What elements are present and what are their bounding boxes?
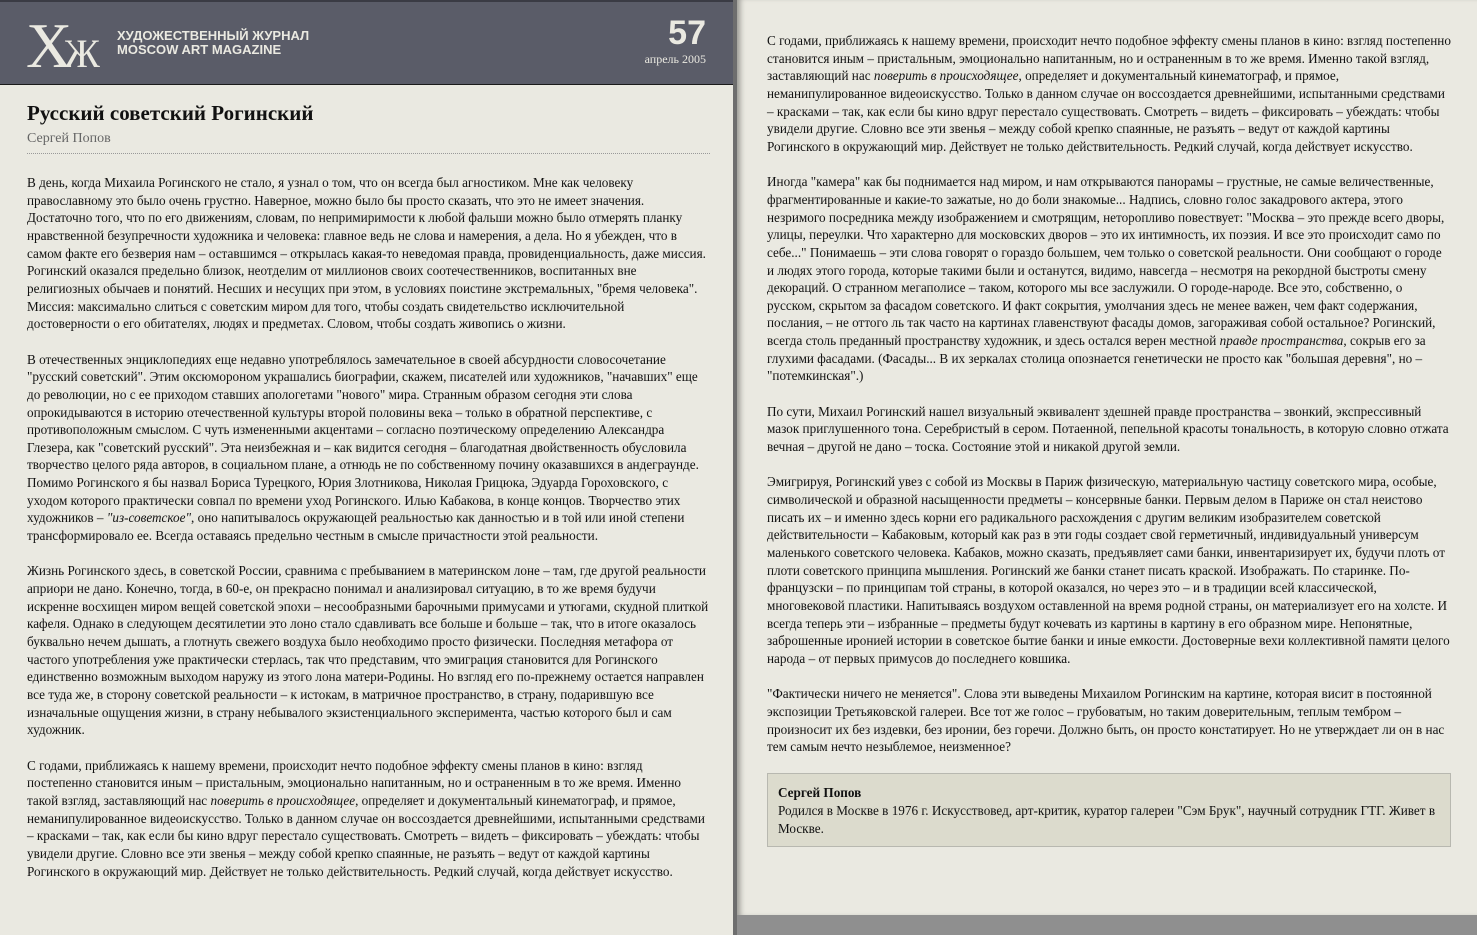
text: , сокрыв его за глухими фасадами. (Фасады... В их зеркалах столица опознается генетически не просто как "большая деревня", но – "потемкинская".) — [767, 333, 1426, 384]
magazine-name-en: MOSCOW ART MAGAZINE — [117, 42, 282, 57]
right-page-pane — [737, 0, 1477, 915]
left-page-pane — [0, 0, 733, 935]
text: , оно напитывалось окружающей реальностью как данностью и в той или иной степени трансформировало ее. Всегда оставаясь предельно честным в смысле причастности этой реальности. — [27, 510, 685, 544]
magazine-name — [117, 29, 309, 57]
text: , определяет и документальный кинематограф, и прямое, неманипулированное видеоискусство. Только в данном случае он воссоздается древнейшими, испытанными средствами – красками – так, как если бы кино вдруг перестало существовать. Смотреть – видеть – фиксировать – убеждать: чтобы увидели другие. Словно все эти звенья – между собой крепко спаянные, не разъять – ведут от каждой картины Рогинского в окружающий мир. Действует не только действительность. Редкий случай, когда действует искусство. — [27, 792, 705, 879]
text: С годами, приближаясь к нашему времени, происходит нечто подобное эффекту смены планов в кино: взгляд постепенно становится иным – пристальным, эмоционально напитанным, но и остраненным в то же время. Именно такой взгляд, заставляющий нас — [767, 33, 1451, 84]
article-body-continued — [737, 0, 1477, 756]
magazine-header — [0, 0, 733, 85]
article-author[interactable]: Сергей Попов — [27, 131, 710, 154]
paragraph: В день, когда Михаила Рогинского не стало, я узнал о том, что он всегда был агностиком. Мне как человеку православному это было очень грустно. Наверное, можно было бы просто сказать, что это не имеет значения. Достаточно того, что по его движениям, словам, по непримиримости к любой фальши можно было отмерять планку нравственной безупречности художника и человека: главное ведь не слова и намерения, а дела. Но я убежден, что в самом факте его безверия нам – оставшимся – открылась какая-то неведомая правда, провиденциальность, даже миссия. Рогинский оказался предельно близок, неотделим от миллионов своих соотечественников, воспитанных вне религиозных обычаев и понятий. Несших и несущих при этом, в условиях поистине экстремальных, "бремя человека". Миссия: максимально слиться с советским миром для того, чтобы создать свидетельство исключительной достоверности о его обитателях, людях и предметах. Словом, чтобы создать живопись о жизни. — [27, 175, 706, 332]
italic-text: правде пространства — [1219, 333, 1344, 349]
article-title: Русский советский Рогинский — [27, 101, 314, 125]
italic-text: поверить в происходящее — [873, 68, 1019, 84]
issue-info — [645, 16, 706, 67]
italic-text: поверить в происходящее — [210, 792, 356, 808]
paragraph — [27, 351, 710, 545]
text: Иногда "камера" как бы поднимается над миром, и нам открываются панорамы – грустные, не самые величественные, фрагментированные и какие-то зажатые, но до боли знакомые... Надпись, словно голос закадрового актера, этого незримого посредника между изображением и смотрящим, неторопливо повествует: "Москва – это прежде всего дворы, улицы, переулки. Что характерно для московских дворов – это их интимность, их поэзия. И все это происходит само по себе..." Понимаешь – эти слова говорят о гораздо большем, чем только о советской реальности. Они сообщают о городе и людях этого города, которые такими были и останутся, видимо, навсегда – несмотря на рекордной быстроты смену декораций. О странном мегаполисе – таком, которого мы все заслужили. О городе-народе. Все это, собственно, о русском, скрытом за фасадом советского. И факт сокрытия, умолчания здесь не менее важен, чем факт содержания, послания, – не оттого ль так часто на картинах главенствуют фасады домов, загораживая собой остальное? Рогинский, всегда столь преданный пространству художник, и здесь остался верен местной — [767, 174, 1445, 349]
paragraph: По сути, Михаил Рогинский нашел визуальный эквивалент здешней правде пространства – звонкий, экспрессивный мазок приглушенного тона. Серебристый в сером. Потаенной, пепельной красоты тональность, в которую словно отжата вечная – другой не дано – тоска. Состояние этой и никакой другой земли. — [767, 403, 1449, 455]
paragraph: "Фактически ничего не меняется". Слова эти выведены Михаилом Рогинским на картине, которая висит в постоянной экспозиции Третьяковской галереи. Все тот же голос – грубоватым, но таким доверительным, теплым тембром – произносит их без издевки, без иронии, без горечи. Должно быть, он просто констатирует. Но не утверждает ли он в нас тем самым нечто незыблемое, неизменное? — [767, 686, 1445, 755]
issue-date: апрель 2005 — [644, 52, 706, 66]
article-body — [27, 174, 710, 880]
paragraph — [767, 173, 1451, 385]
bio-text: Родился в Москве в 1976 г. Искусствовед, арт-критик, куратор галереи "Сэм Брук", научный сотрудник ГТГ. Живет в Москве. — [778, 803, 1436, 837]
text: С годами, приближаясь к нашему времени, происходит нечто подобное эффекту смены планов в кино: взгляд постепенно становится иным – пристальным, эмоционально напитанным, но и остраненным в то же время. Именно такой взгляд, заставляющий нас — [27, 757, 681, 808]
italic-text: "из-советское" — [106, 510, 192, 526]
bio-name: Сергей Попов — [778, 785, 862, 801]
text: , определяет и документальный кинематограф, и прямое, неманипулированное видеоискусство. Только в данном случае он воссоздается древнейшими, испытанными средствами – красками – так, как если бы кино вдруг перестало существовать. Смотреть – видеть – фиксировать – убеждать: чтобы увидели другие. Словно все эти звенья – между собой крепко спаянные, не разъять – ведут от каждой картины Рогинского в окружающий мир. Действует не только действительность. Редкий случай, когда действует искусство. — [767, 68, 1445, 154]
paragraph: Жизнь Рогинского здесь, в советской России, сравнима с пребыванием в материнском лоне – там, где другой реальности априори не дано. Конечно, тогда, в 60-е, он прекрасно понимал и анализировал ситуацию, в то же время будучи искренне восхищен миром вещей советской эпохи – несообразными барочными примусами и утюгами, скудной плиткой кафеля. Однако в следующем десятилетии это лоно стало сдавливать все больше и больше – так, что в итоге оказалось буквально нечем дышать, а глотнуть свежего воздуха было необходимо просто физически. Последняя метафора от частого употребления уже практически стерлась, так что представим, что эмиграция становится для Рогинского единственно возможным выходом наружу из этого лона матери-Родины. Но взгляд его по-прежнему остается направлен все туда же, в сторону советской реальности – к истокам, в матричное пространство, в страну, подарившую все изначальные ощущения жизни, в страну небывалого экзистенциального эксперимента, частью которого был и сам художник. — [27, 563, 709, 738]
text: В отечественных энциклопедиях еще недавно употреблялось замечательное в своей абсурдности словосочетание "русский советский". Этим оксюмороном украшались биографии, скажем, писателей или художников, "начавших" еще до революции, но с ее приходом ставших апологетами "нового" мира. Странным образом сегодня эти слова опрокидываются в историю отечественной культуры второй половины века – только в обратной перспективе, с противоположным смыслом. С чуть измененными акцентами – согласно поэтическому определению Александра Глезера, как "советский русский". Эта неизбежная и – как видится сегодня – благодатная двойственность обусловила творчество целого ряда авторов, в социальном плане, а отнюдь не по собственному почину оказавшихся в андеграунде. Помимо Рогинского я бы назвал Бориса Турецкого, Юрия Злотникова, Николая Грицюка, Эдуарда Гороховского, с уходом которого практически совпал по времени уход Рогинского. Илью Кабакова, в конце концов. Творчество этих художников – — [27, 351, 699, 526]
magazine-name-ru: ХУДОЖЕСТВЕННЫЙ ЖУРНАЛ — [117, 28, 310, 43]
logo-letter-zh: Ж — [64, 31, 100, 76]
author-bio-box — [767, 773, 1451, 847]
issue-number: 57 — [668, 14, 706, 52]
article — [0, 85, 733, 880]
paragraph — [767, 32, 1451, 156]
paragraph: Эмигрируя, Рогинский увез с собой из Москвы в Париж физическую, материальную частицу советского мира, особые, символической и образной насыщенности предметы – консервные банки. Первым делом в Париже он стал неистово писать их – и именно здесь корни его радикального расхождения с другим великим изобразителем советской действительности – Кабаковым, который как раз в эти годы создает свой герметичный, индивидуальный универсум маленького советского человека. Кабаков, можно сказать, предъявляет сами банки, инвентаризирует их, будучи плоть от плоти советского принципа мышления. Рогинский же банки станет писать краской. Изображать. По старинке. По-французски – по принципам той страны, в которой оказался, но через это – и в традиции всей классической, многовековой пластики. Напитываясь воздухом оставленной на время родной страны, он материализует его на холсте. И всегда теперь эти – избранные – предметы будут кочевать из картины в картину в его образном мире. Непонятные, заброшенные иронией истории в советское бытие банки и иные емкости. Достоверные вехи коллективной памяти целого народа – от первых примусов до последнего ковшика. — [767, 474, 1450, 666]
logo-letter-x: Х — [26, 10, 73, 81]
paragraph — [27, 757, 710, 881]
